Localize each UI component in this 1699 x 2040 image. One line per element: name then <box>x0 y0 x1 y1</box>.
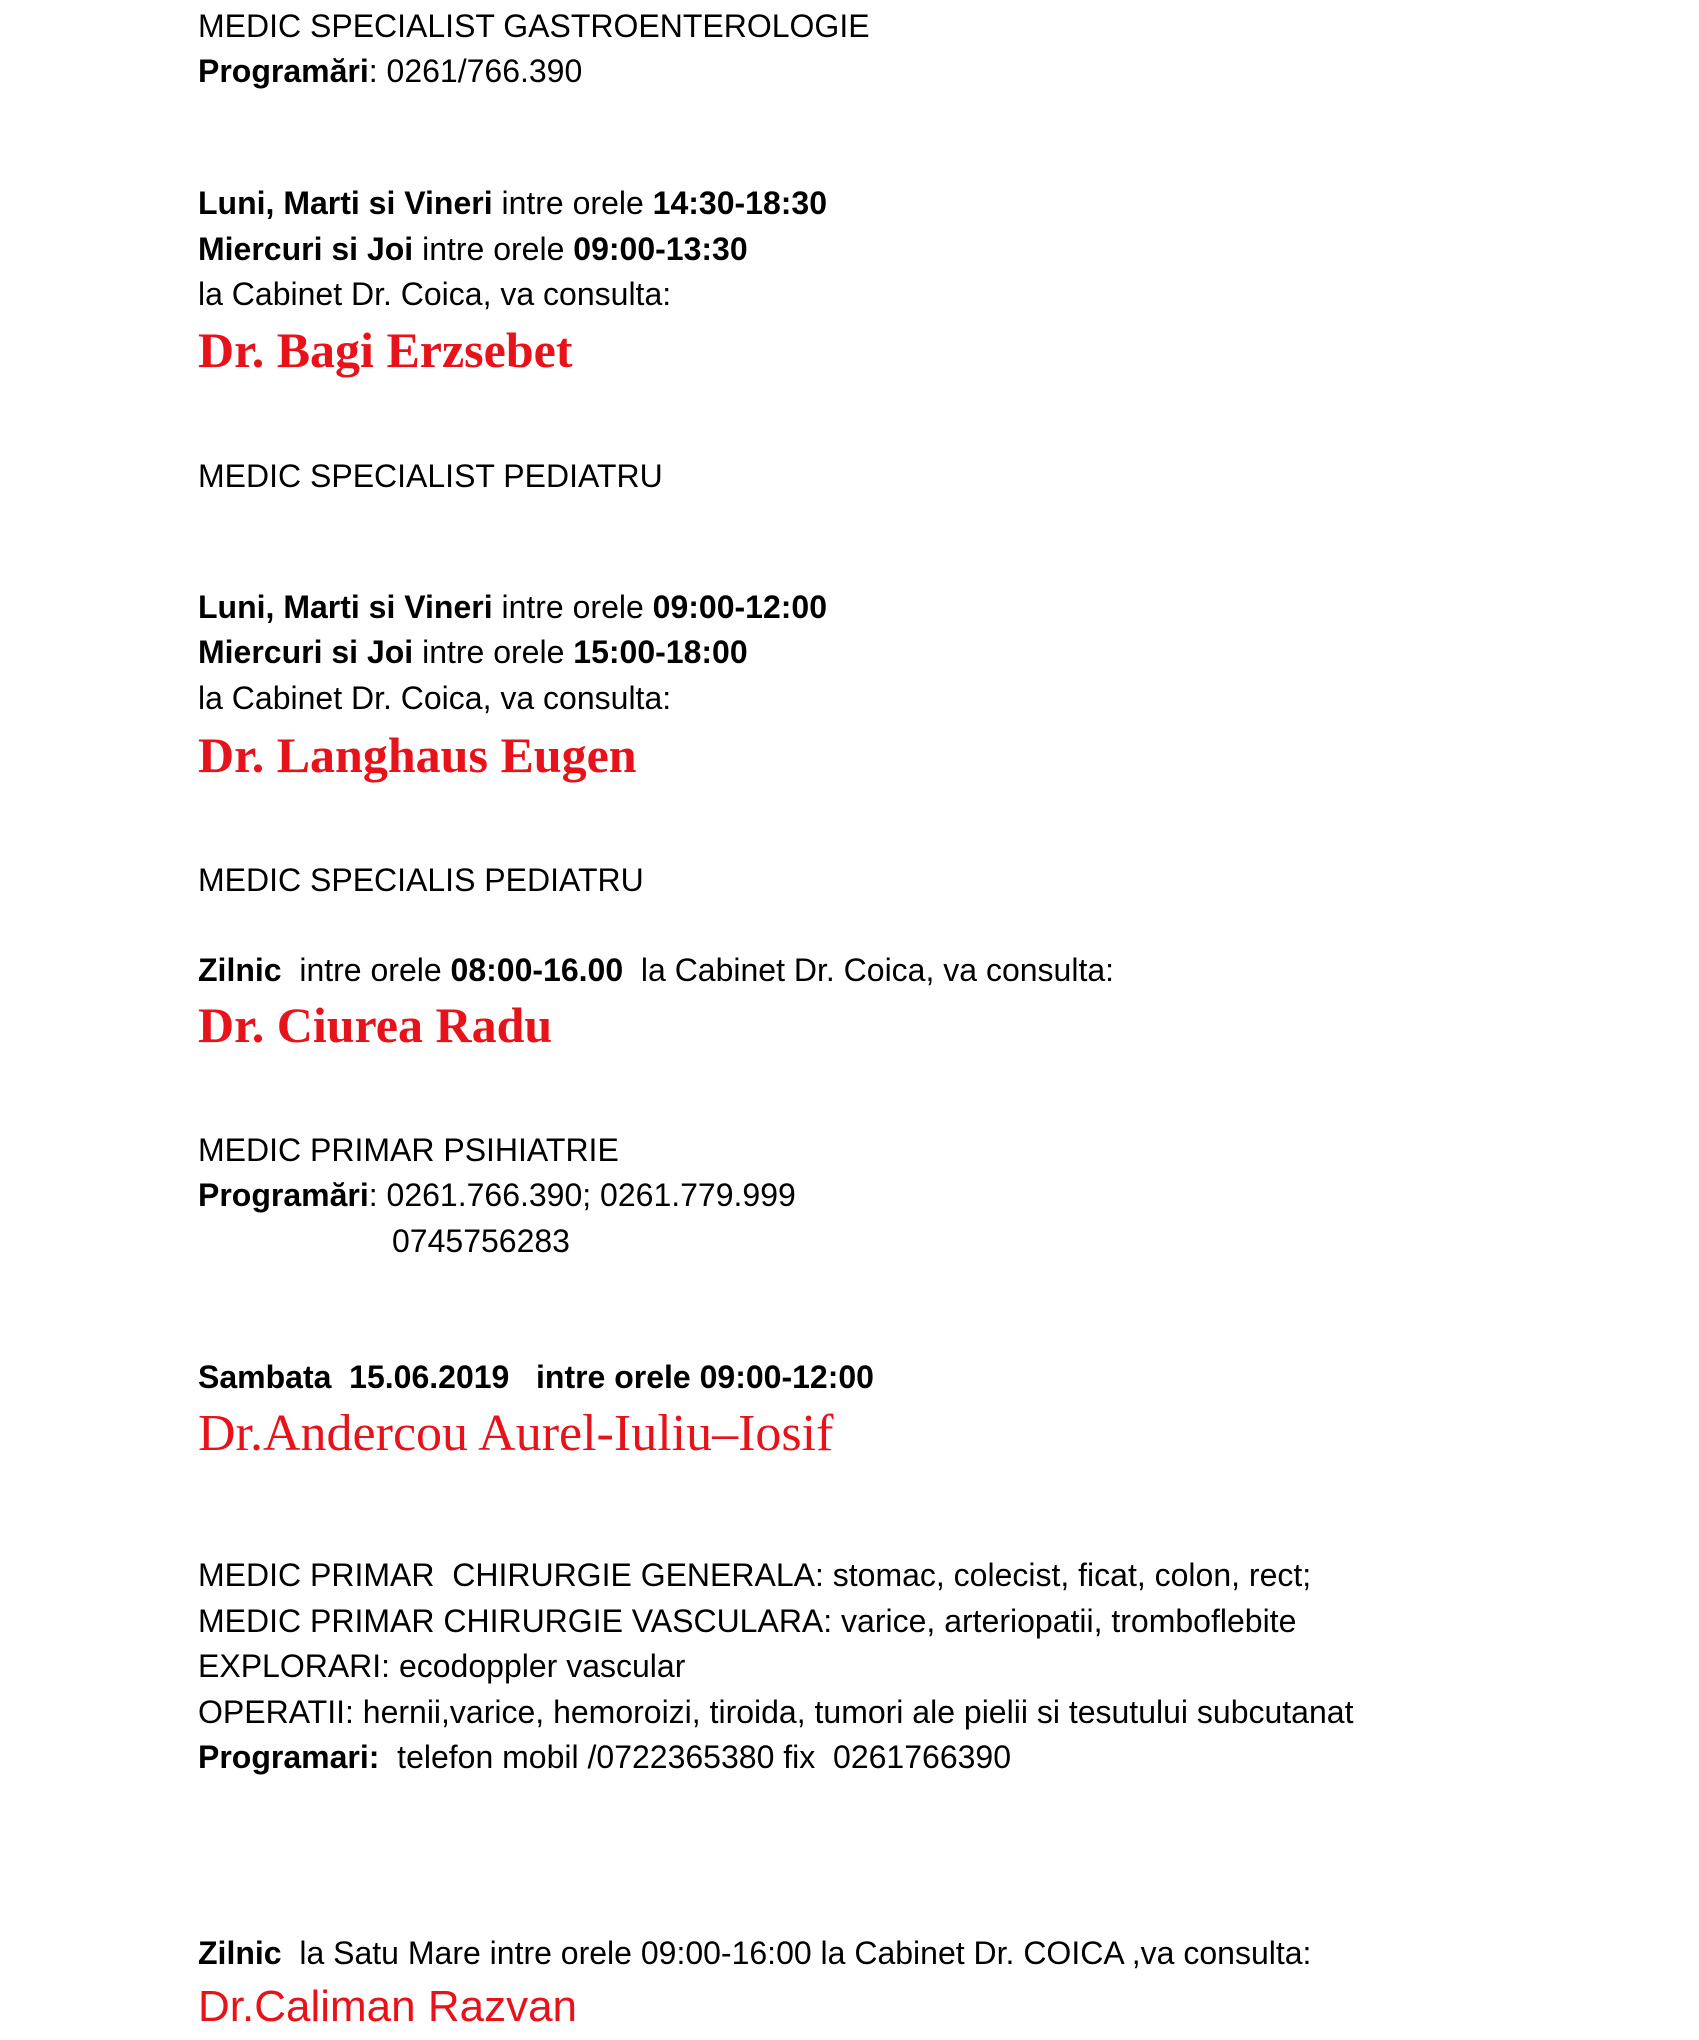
specialty-gastroenterology: MEDIC SPECIALIST GASTROENTEROLOGIE <box>198 8 870 44</box>
schedule-text: intre orele <box>492 589 653 625</box>
schedule-days: Zilnic <box>198 1935 282 1971</box>
schedule-days: Zilnic <box>198 952 282 988</box>
specialty-general-surgery: MEDIC PRIMAR CHIRURGIE GENERALA: stomac, colecist, ficat, colon, rect; <box>198 1557 1312 1593</box>
appointment-label: Programări <box>198 1177 369 1213</box>
specialty-vascular-surgery: MEDIC PRIMAR CHIRURGIE VASCULARA: varice, arteriopatii, tromboflebite <box>198 1603 1297 1639</box>
appointment-phone: : 0261/766.390 <box>368 53 583 89</box>
schedule-hours: 14:30-18:30 <box>652 185 827 221</box>
doctor-name: Dr.Caliman Razvan <box>198 1982 578 2031</box>
appointment-phone: : 0261.766.390; 0261.779.999 <box>368 1177 796 1213</box>
location-line: la Cabinet Dr. Coica, va consulta: <box>198 680 672 716</box>
schedule-line <box>198 950 1114 990</box>
explorations-line: EXPLORARI: ecodoppler vascular <box>198 1648 686 1684</box>
schedule-hours: 09:00-13:30 <box>573 231 748 267</box>
location-text: la Cabinet Dr. Coica, va consulta: <box>623 952 1115 988</box>
schedule-line <box>198 632 748 672</box>
appointment-line <box>198 1175 796 1215</box>
schedule-line <box>198 229 748 269</box>
schedule-hours: 15:00-18:00 <box>573 634 748 670</box>
location-text: la Satu Mare intre orele 09:00-16:00 la Cabinet Dr. COICA ,va consulta: <box>281 1935 1312 1971</box>
doctor-name: Dr. Bagi Erzsebet <box>198 322 573 378</box>
doctor-name: Dr. Langhaus Eugen <box>198 727 637 783</box>
doctor-name: Dr.Andercou Aurel-Iuliu–Iosif <box>198 1405 834 1462</box>
schedule-text: intre orele <box>281 952 451 988</box>
schedule-line <box>198 1933 1311 1973</box>
operations-line: OPERATII: hernii,varice, hemoroizi, tiroida, tumori ale pielii si tesutului subcutanat <box>198 1694 1354 1730</box>
specialty-pediatrics: MEDIC SPECIALIST PEDIATRU <box>198 458 663 494</box>
appointment-line <box>198 1737 1011 1777</box>
schedule-line <box>198 587 827 627</box>
appointment-label: Programări <box>198 53 369 89</box>
specialty-psychiatry: MEDIC PRIMAR PSIHIATRIE <box>198 1132 619 1168</box>
appointment-phone-mobile: 0745756283 <box>392 1223 570 1259</box>
specialty-pediatrics: MEDIC SPECIALIS PEDIATRU <box>198 862 644 898</box>
schedule-line: Sambata 15.06.2019 intre orele 09:00-12:00 <box>198 1359 874 1395</box>
schedule-hours: 09:00-12:00 <box>652 589 827 625</box>
schedule-days: Miercuri si Joi <box>198 634 414 670</box>
appointment-line <box>198 51 582 91</box>
schedule-hours: 08:00-16.00 <box>450 952 624 988</box>
appointment-phone: telefon mobil /0722365380 fix 0261766390 <box>379 1739 1011 1775</box>
schedule-days: Miercuri si Joi <box>198 231 414 267</box>
schedule-text: intre orele <box>492 185 653 221</box>
schedule-days: Luni, Marti si Vineri <box>198 185 493 221</box>
doctor-name: Dr. Ciurea Radu <box>198 997 553 1053</box>
appointment-label: Programari: <box>198 1739 380 1775</box>
schedule-text: intre orele <box>413 634 574 670</box>
schedule-line <box>198 183 827 223</box>
schedule-days: Luni, Marti si Vineri <box>198 589 493 625</box>
location-line: la Cabinet Dr. Coica, va consulta: <box>198 276 672 312</box>
schedule-text: intre orele <box>413 231 574 267</box>
